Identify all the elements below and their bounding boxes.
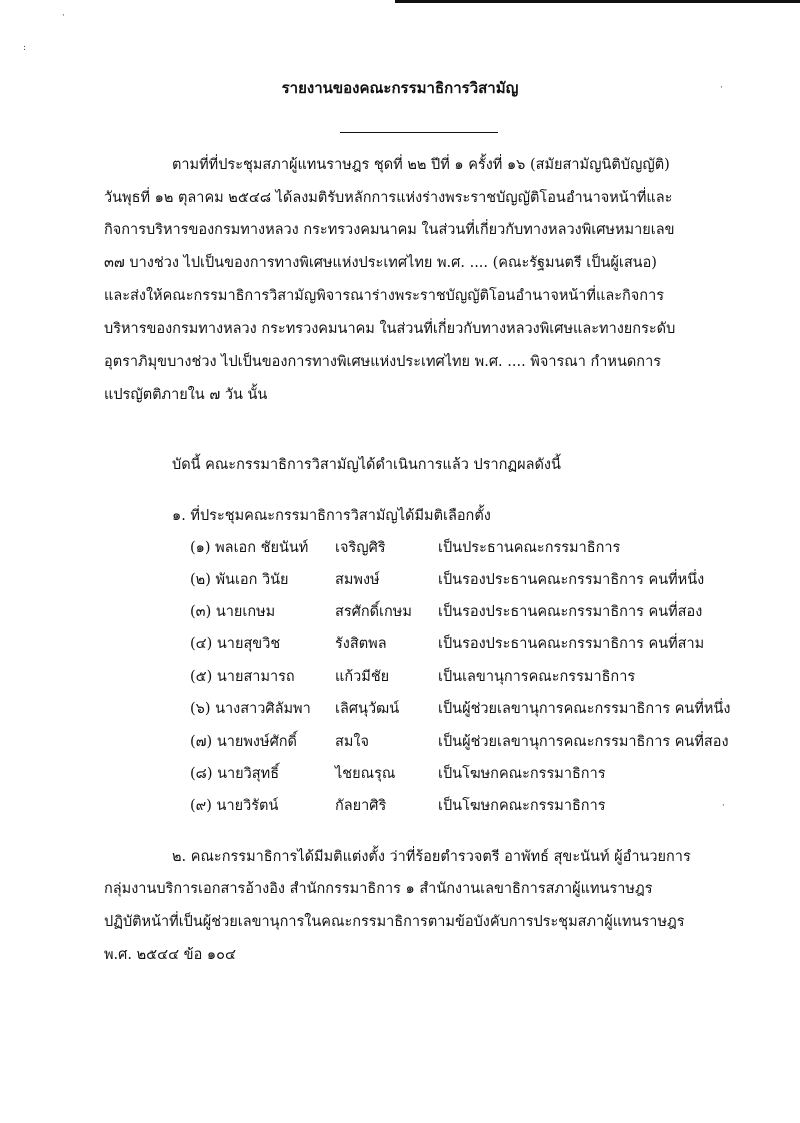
member-given-name: (๕) นายสามารถ: [190, 669, 295, 685]
member-surname: กัลยาศิริ: [335, 798, 387, 814]
member-row: [0, 731, 800, 753]
member-row: [0, 698, 800, 720]
section-1-heading: ๑. ที่ประชุมคณะกรรมาธิการวิสามัญได้มีมติเลือกตั้ง: [172, 508, 491, 524]
member-role: เป็นรองประธานคณะกรรมาธิการ คนที่สาม: [438, 636, 705, 652]
intro-line: บริหารของกรมทางหลวง กระทรวงคมนาคม ในส่วนที่เกี่ยวกับทางหลวงพิเศษและทางยกระดับ: [104, 321, 676, 337]
member-role: เป็นโฆษกคณะกรรมาธิการ: [438, 766, 606, 782]
member-row: [0, 569, 800, 591]
member-surname: สรศักดิ์เกษม: [335, 604, 412, 620]
member-given-name: (๖) นางสาวศิลัมพา: [190, 701, 311, 717]
member-role: เป็นรองประธานคณะกรรมาธิการ คนที่สอง: [438, 604, 703, 620]
scan-speck: ·: [722, 801, 725, 811]
section-2-line: ปฏิบัติหน้าที่เป็นผู้ช่วยเลขานุการในคณะกรรมาธิการตามข้อบังคับการประชุมสภาผู้แทนราษฎร: [104, 914, 685, 930]
member-given-name: (๒) พันเอก วินัย: [190, 572, 289, 588]
result-intro: บัดนี้ คณะกรรมาธิการวิสามัญได้ดำเนินการแล้ว ปรากฏผลดังนี้: [172, 457, 561, 473]
member-surname: สมพงษ์: [335, 572, 380, 588]
section-2-line: กลุ่มงานบริการเอกสารอ้างอิง สำนักกรรมาธิการ ๑ สำนักงานเลขาธิการสภาผู้แทนราษฎร: [104, 881, 653, 897]
intro-line: อุตราภิมุขบางช่วง ไปเป็นของการทางพิเศษแห่งประเทศไทย พ.ศ. .... พิจารณา กำหนดการ: [104, 354, 661, 370]
intro-line: แปรญัตติภายใน ๗ วัน นั้น: [104, 387, 268, 403]
member-row: [0, 537, 800, 559]
section-2-line: พ.ศ. ๒๕๔๔ ข้อ ๑๐๔: [104, 947, 236, 963]
member-row: [0, 666, 800, 688]
member-surname: เจริญศิริ: [335, 540, 386, 556]
member-given-name: (๙) นายวิรัตน์: [190, 798, 279, 814]
member-surname: สมใจ: [335, 734, 369, 750]
report-title: รายงานของคณะกรรมาธิการวิสามัญ: [281, 79, 519, 97]
member-row: [0, 763, 800, 785]
member-given-name: (๓) นายเกษม: [190, 604, 276, 620]
intro-line: และส่งให้คณะกรรมาธิการวิสามัญพิจารณาร่างพระราชบัญญัติโอนอำนาจหน้าที่และกิจการ: [104, 288, 664, 304]
scan-speck: :: [23, 43, 27, 53]
member-role: เป็นผู้ช่วยเลขานุการคณะกรรมาธิการ คนที่สอง: [438, 734, 729, 750]
member-role: เป็นประธานคณะกรรมาธิการ: [438, 540, 621, 556]
member-given-name: (๗) นายพงษ์ศักดิ์: [190, 734, 297, 750]
intro-line: วันพุธที่ ๑๒ ตุลาคม ๒๕๔๘ ได้ลงมติรับหลักการแห่งร่างพระราชบัญญัติโอนอำนาจหน้าที่และ: [104, 190, 673, 206]
member-row: [0, 795, 800, 817]
member-row: [0, 633, 800, 655]
member-surname: รังสิตพล: [335, 636, 387, 652]
member-role: เป็นเลขานุการคณะกรรมาธิการ: [438, 669, 636, 685]
member-given-name: (๔) นายสุขวิช: [190, 636, 281, 652]
member-role: เป็นผู้ช่วยเลขานุการคณะกรรมาธิการ คนที่หนึ่ง: [438, 701, 731, 717]
intro-line: ๓๗ บางช่วง ไปเป็นของการทางพิเศษแห่งประเทศไทย พ.ศ. .... (คณะรัฐมนตรี เป็นผู้เสนอ): [104, 255, 657, 271]
scan-speck: ·: [62, 11, 65, 21]
section-2-line: ๒. คณะกรรมาธิการได้มีมติแต่งตั้ง ว่าที่ร้อยตำรวจตรี อาพัทธ์ สุขะนันท์ ผู้อำนวยการ: [172, 849, 691, 865]
member-role: เป็นโฆษกคณะกรรมาธิการ: [438, 798, 606, 814]
top-edge-rule: [395, 0, 800, 3]
member-surname: เลิศนุวัฒน์: [335, 701, 400, 717]
scan-speck: ·: [720, 83, 723, 93]
member-role: เป็นรองประธานคณะกรรมาธิการ คนที่หนึ่ง: [438, 572, 705, 588]
title-underline: [340, 132, 498, 133]
member-given-name: (๘) นายวิสุทธิ์: [190, 766, 280, 782]
member-surname: แก้วมีชัย: [335, 669, 390, 685]
member-surname: ไชยณรุณ: [335, 766, 396, 782]
member-given-name: (๑) พลเอก ชัยนันท์: [190, 540, 309, 556]
intro-line: กิจการบริหารของกรมทางหลวง กระทรวงคมนาคม ในส่วนที่เกี่ยวกับทางหลวงพิเศษหมายเลข: [104, 222, 675, 238]
intro-line: ตามที่ที่ประชุมสภาผู้แทนราษฎร ชุดที่ ๒๒ ปีที่ ๑ ครั้งที่ ๑๖ (สมัยสามัญนิติบัญญัติ): [172, 157, 670, 173]
member-row: [0, 601, 800, 623]
